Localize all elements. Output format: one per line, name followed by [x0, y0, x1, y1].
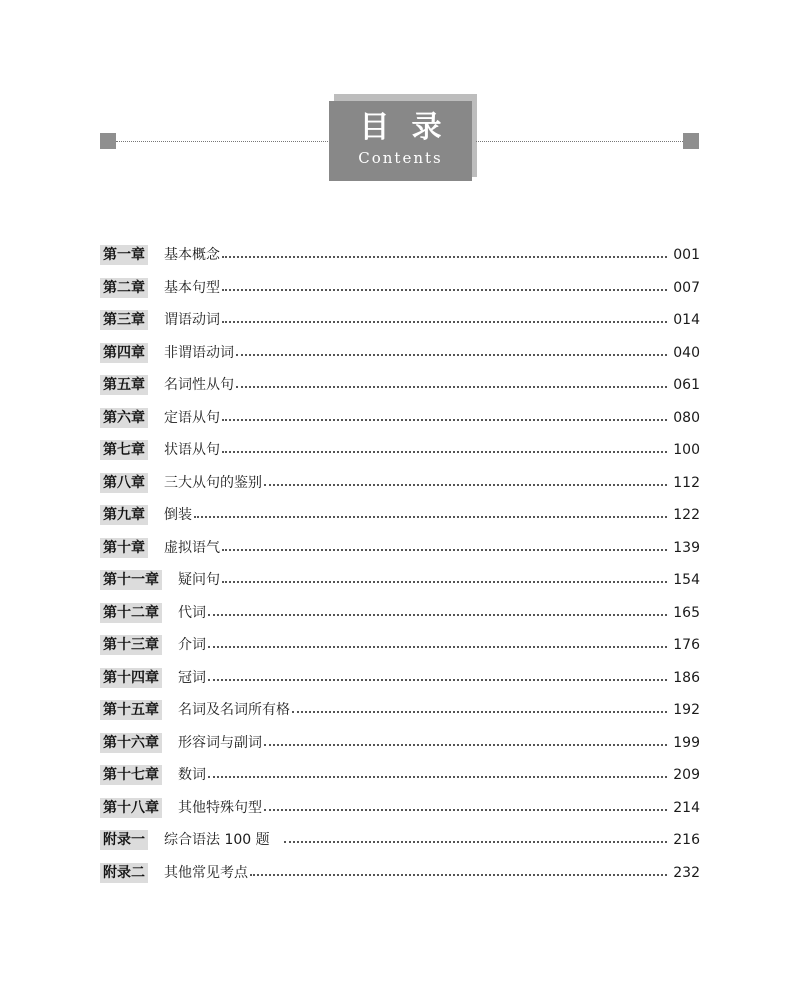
toc-entry[interactable] [100, 857, 700, 890]
chapter-label: 第十三章 [100, 635, 162, 655]
title-box [329, 101, 472, 181]
toc-entry[interactable] [100, 759, 700, 792]
toc-entry[interactable] [100, 597, 700, 630]
dot-leader [208, 679, 667, 681]
page-number: 176 [673, 637, 700, 654]
chapter-title: 名词及名词所有格 [178, 702, 290, 719]
page-number: 216 [673, 832, 700, 849]
page-number: 154 [673, 572, 700, 589]
chapter-title: 名词性从句 [164, 377, 234, 394]
chapter-title: 其他常见考点 [164, 864, 248, 881]
chapter-title: 代词 [178, 604, 206, 621]
dot-leader [264, 484, 667, 486]
toc-entry[interactable] [100, 272, 700, 305]
page-number: 186 [673, 669, 700, 686]
toc-entry[interactable] [100, 564, 700, 597]
chapter-label: 第十章 [100, 538, 148, 558]
dot-leader [222, 419, 667, 421]
page-number: 139 [673, 539, 700, 556]
chapter-label: 第十七章 [100, 765, 162, 785]
chapter-label: 第四章 [100, 343, 148, 363]
chapter-title: 定语从句 [164, 409, 220, 426]
page-subtitle: Contents [358, 149, 443, 167]
dot-leader [250, 874, 667, 876]
page-number: 209 [673, 767, 700, 784]
dot-leader [284, 841, 668, 843]
chapter-label: 第六章 [100, 408, 148, 428]
toc-entry[interactable] [100, 662, 700, 695]
chapter-title: 基本句型 [164, 279, 220, 296]
dot-leader [264, 809, 667, 811]
toc-entry[interactable] [100, 434, 700, 467]
dot-leader [222, 451, 667, 453]
page-number: 061 [673, 377, 700, 394]
chapter-label: 第五章 [100, 375, 148, 395]
chapter-title: 数词 [178, 767, 206, 784]
dot-leader [222, 321, 667, 323]
toc-entry[interactable] [100, 792, 700, 825]
toc-entry[interactable] [100, 727, 700, 760]
page-number: 007 [673, 279, 700, 296]
page-number: 165 [673, 604, 700, 621]
page-number: 040 [673, 344, 700, 361]
page-number: 014 [673, 312, 700, 329]
toc-entry[interactable] [100, 532, 700, 565]
page-number: 112 [673, 474, 700, 491]
toc-entry[interactable] [100, 629, 700, 662]
page-number: 100 [673, 442, 700, 459]
left-rule-square [100, 133, 116, 149]
chapter-label: 附录二 [100, 863, 148, 883]
chapter-label: 第十六章 [100, 733, 162, 753]
dot-leader [208, 646, 667, 648]
dot-leader [208, 776, 667, 778]
dot-leader [194, 516, 667, 518]
right-rule-square [683, 133, 699, 149]
page-title: 目录 [359, 110, 464, 145]
chapter-title: 倒装 [164, 507, 192, 524]
chapter-label: 第十八章 [100, 798, 162, 818]
page-number: 122 [673, 507, 700, 524]
chapter-title: 状语从句 [164, 442, 220, 459]
toc-entry[interactable] [100, 304, 700, 337]
chapter-label: 第十四章 [100, 668, 162, 688]
dot-leader [222, 549, 667, 551]
dot-leader [236, 386, 667, 388]
chapter-title: 介词 [178, 637, 206, 654]
chapter-title: 冠词 [178, 669, 206, 686]
chapter-title: 疑问句 [178, 572, 220, 589]
dot-leader [208, 614, 667, 616]
toc-header [0, 0, 790, 200]
toc-entry[interactable] [100, 467, 700, 500]
dot-leader [222, 256, 667, 258]
chapter-label: 附录一 [100, 830, 148, 850]
chapter-label: 第二章 [100, 278, 148, 298]
toc-entry[interactable] [100, 402, 700, 435]
dot-leader [264, 744, 667, 746]
chapter-label: 第一章 [100, 245, 148, 265]
right-dotted-rule [476, 141, 683, 142]
page-number: 001 [673, 247, 700, 264]
dot-leader [292, 711, 667, 713]
chapter-label: 第八章 [100, 473, 148, 493]
chapter-title: 基本概念 [164, 247, 220, 264]
chapter-title: 谓语动词 [164, 312, 220, 329]
chapter-title: 三大从句的鉴别 [164, 474, 262, 491]
toc-entry[interactable] [100, 337, 700, 370]
chapter-title: 非谓语动词 [164, 344, 234, 361]
dot-leader [222, 289, 667, 291]
page-number: 192 [673, 702, 700, 719]
chapter-label: 第十二章 [100, 603, 162, 623]
chapter-title: 形容词与副词 [178, 734, 262, 751]
chapter-title: 虚拟语气 [164, 539, 220, 556]
toc-entry[interactable] [100, 824, 700, 857]
table-of-contents [100, 239, 700, 889]
page-number: 232 [673, 864, 700, 881]
dot-leader [236, 354, 667, 356]
left-dotted-rule [116, 141, 330, 142]
chapter-label: 第九章 [100, 505, 148, 525]
toc-entry[interactable] [100, 239, 700, 272]
page-number: 080 [673, 409, 700, 426]
chapter-label: 第七章 [100, 440, 148, 460]
page-number: 214 [673, 799, 700, 816]
page-number: 199 [673, 734, 700, 751]
chapter-label: 第三章 [100, 310, 148, 330]
toc-entry[interactable] [100, 499, 700, 532]
toc-entry[interactable] [100, 694, 700, 727]
dot-leader [222, 581, 667, 583]
chapter-title: 其他特殊句型 [178, 799, 262, 816]
chapter-label: 第十一章 [100, 570, 162, 590]
toc-entry[interactable] [100, 369, 700, 402]
chapter-title: 综合语法 100 题 [164, 832, 270, 849]
chapter-label: 第十五章 [100, 700, 162, 720]
